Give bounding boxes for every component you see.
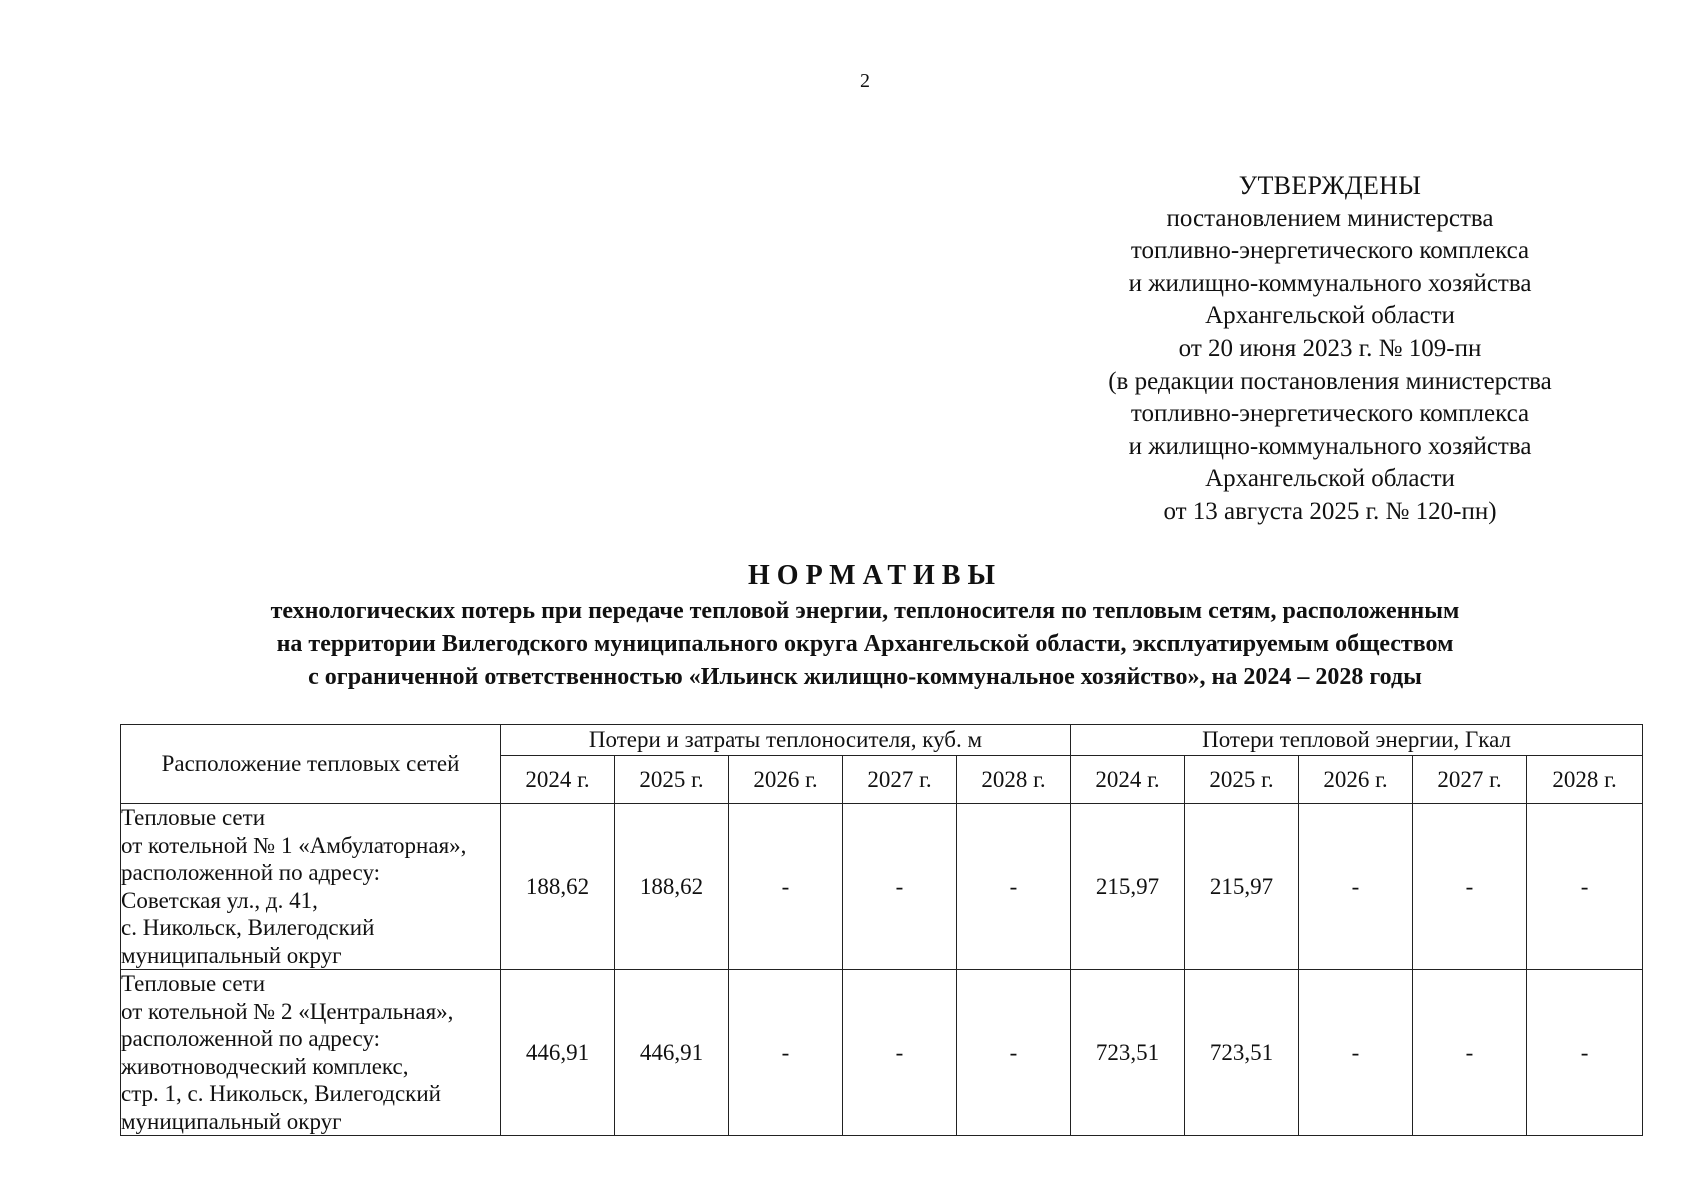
- year-header: 2025 г.: [615, 756, 729, 804]
- value-cell: -: [729, 804, 843, 970]
- subtitle-line: с ограниченной ответственностью «Ильинск жилищно-коммунальное хозяйство», на 2024 – 2028 годы: [308, 664, 1422, 690]
- approval-line: и жилищно-коммунального хозяйства: [1128, 269, 1532, 297]
- approval-line: и жилищно-коммунального хозяйства: [1128, 432, 1532, 460]
- value-cell: -: [843, 970, 957, 1136]
- approval-line: топливно-энергетического комплекса: [1130, 400, 1530, 428]
- location-line: животноводческий комплекс,: [121, 1053, 409, 1079]
- value-cell: -: [1413, 970, 1527, 1136]
- year-header: 2027 г.: [1413, 756, 1527, 804]
- heat-losses-header: Потери тепловой энергии, Гкал: [1071, 725, 1643, 756]
- document-title: НОРМАТИВЫ: [748, 560, 1002, 591]
- approval-line: (в редакции постановления министерства: [1108, 367, 1552, 395]
- value-cell: -: [843, 804, 957, 970]
- location-line: от котельной № 2 «Центральная»,: [121, 998, 454, 1024]
- value-cell: 723,51: [1071, 970, 1185, 1136]
- table-row: [121, 804, 1643, 970]
- location-line: Тепловые сети: [121, 971, 265, 996]
- value-cell: 188,62: [615, 804, 729, 970]
- approval-line: топливно-энергетического комплекса: [1130, 237, 1530, 265]
- year-header: 2024 г.: [501, 756, 615, 804]
- year-header: 2025 г.: [1185, 756, 1299, 804]
- value-cell: -: [1299, 970, 1413, 1136]
- year-header: 2028 г.: [957, 756, 1071, 804]
- location-cell: [121, 970, 501, 1136]
- table-row: [121, 970, 1643, 1136]
- value-cell: 188,62: [501, 804, 615, 970]
- year-header: 2028 г.: [1527, 756, 1643, 804]
- approval-title: УТВЕРЖДЕНЫ: [1238, 171, 1422, 200]
- value-cell: -: [1299, 804, 1413, 970]
- value-cell: 723,51: [1185, 970, 1299, 1136]
- approval-block: [1050, 170, 1610, 529]
- value-cell: 446,91: [615, 970, 729, 1136]
- approval-line: Архангельской области: [1205, 465, 1455, 493]
- value-cell: -: [957, 970, 1071, 1136]
- approval-line: Архангельской области: [1205, 302, 1455, 330]
- subtitle-line: технологических потерь при передаче тепловой энергии, теплоносителя по тепловым сетям, расположенным: [270, 598, 1460, 624]
- value-cell: 215,97: [1071, 804, 1185, 970]
- subtitle-line: на территории Вилегодского муниципального округа Архангельской области, эксплуатируемым обществом: [276, 631, 1454, 657]
- year-header: 2024 г.: [1071, 756, 1185, 804]
- location-line: стр. 1, с. Никольск, Вилегодский: [121, 1081, 441, 1106]
- value-cell: -: [729, 970, 843, 1136]
- location-line: от котельной № 1 «Амбулаторная»,: [121, 832, 467, 858]
- norms-table: [120, 724, 1643, 1136]
- coolant-losses-header: Потери и затраты теплоносителя, куб. м: [501, 725, 1071, 756]
- approval-line: постановлением министерства: [1166, 204, 1494, 232]
- location-line: Советская ул., д. 41,: [121, 887, 318, 913]
- location-line: с. Никольск, Вилегодский: [121, 915, 375, 940]
- value-cell: -: [1413, 804, 1527, 970]
- year-header: 2026 г.: [1299, 756, 1413, 804]
- location-line: Тепловые сети: [121, 805, 265, 830]
- location-line: муниципальный округ: [121, 1108, 342, 1134]
- document-subtitle: [150, 595, 1580, 694]
- location-column-header: Расположение тепловых сетей: [121, 725, 501, 804]
- page-number: 2: [860, 70, 870, 92]
- value-cell: -: [1527, 970, 1643, 1136]
- table-header-row: [121, 725, 1643, 756]
- location-line: муниципальный округ: [121, 942, 342, 968]
- value-cell: -: [957, 804, 1071, 970]
- year-header: 2026 г.: [729, 756, 843, 804]
- value-cell: 215,97: [1185, 804, 1299, 970]
- location-cell: [121, 804, 501, 970]
- value-cell: -: [1527, 804, 1643, 970]
- year-header: 2027 г.: [843, 756, 957, 804]
- location-line: расположенной по адресу:: [121, 860, 381, 885]
- value-cell: 446,91: [501, 970, 615, 1136]
- approval-line: от 13 августа 2025 г. № 120-пн): [1163, 497, 1497, 525]
- approval-line: от 20 июня 2023 г. № 109-пн: [1178, 334, 1482, 362]
- location-line: расположенной по адресу:: [121, 1026, 381, 1051]
